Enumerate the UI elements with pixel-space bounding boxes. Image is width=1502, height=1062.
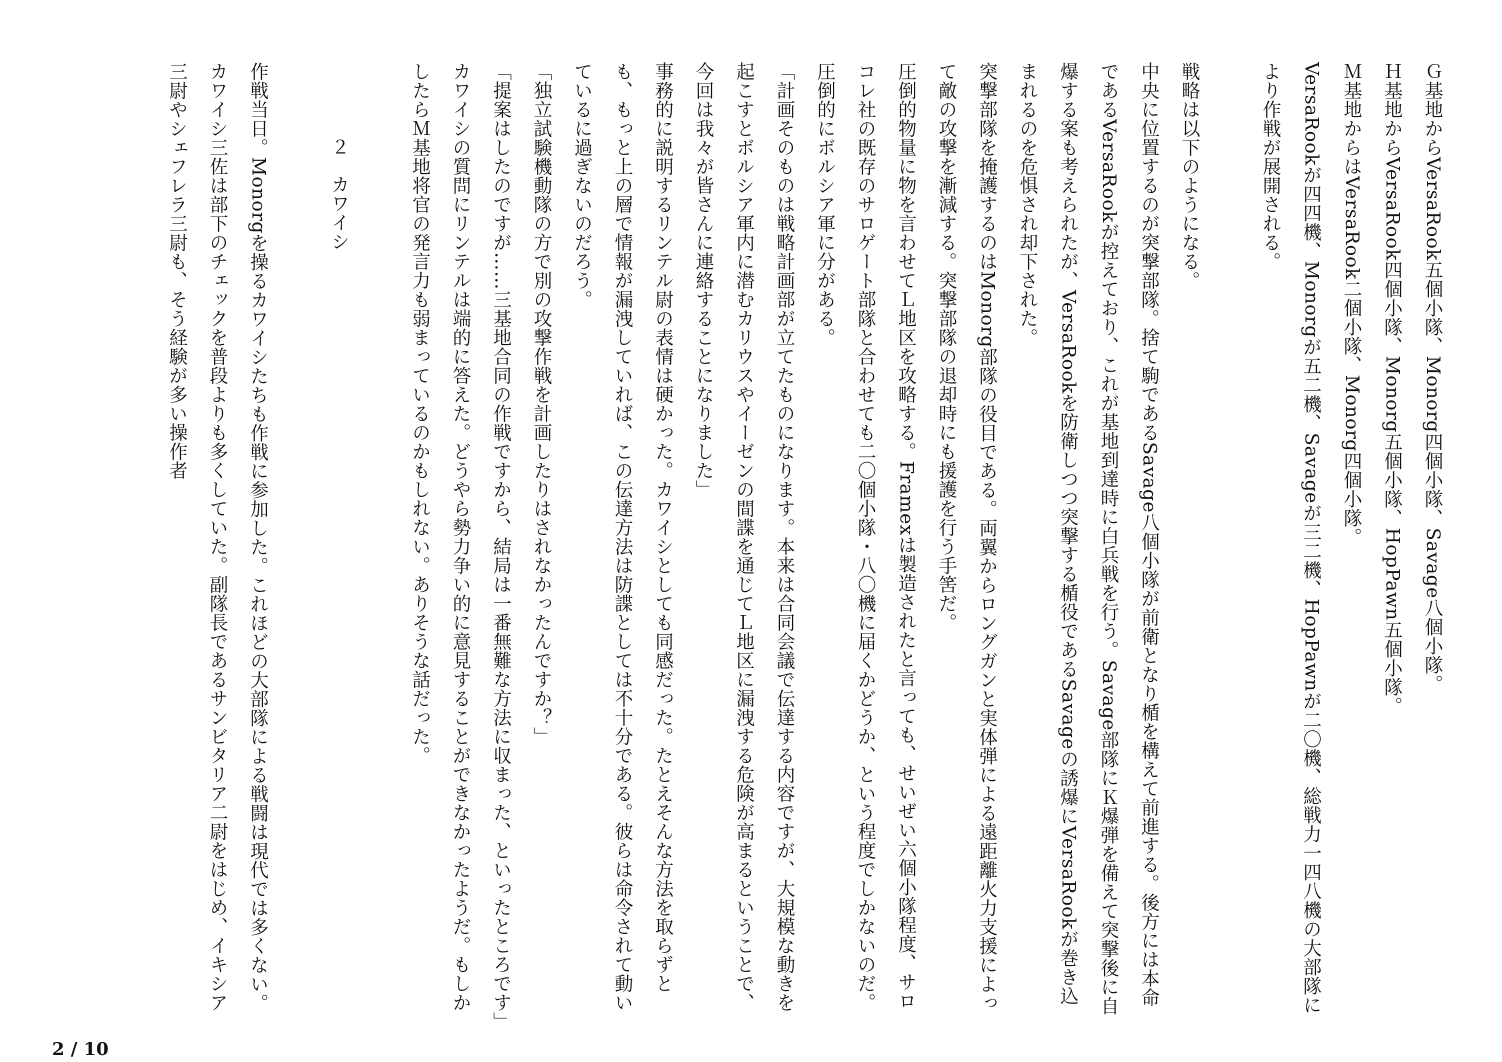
blank-line xyxy=(278,62,319,1022)
paragraph: 事務的に説明するリンテル尉の表情は硬かった。カワイシとしても同感だった。たとえそんな方法を取らずとも、もっと上の層で情報が漏洩していれば、この伝達方法は防諜としては不十分である。彼らは命令されて動いているに過ぎないのだろう。 xyxy=(571,62,674,1012)
paragraph: 作戦当日。Monorgを操るカワイシたちも作戦に参加した。これほどの大部隊による戦闘は現代では多くない。カワイシ三佐は部下のチェックを普段よりも多くしていた。副隊長であるサンビタリア二尉をはじめ、イキシア三尉やシェフレラ三尉も、そう経験が多い操作者 xyxy=(166,62,269,1013)
paragraph: カワイシの質問にリンテルは端的に答えた。どうやら勢力争い的に意見することができなかったようだ。もしかしたらＭ基地将官の発言力も弱まっているのかもしれない。ありそうな話だった。 xyxy=(409,62,471,1012)
paragraph: 突撃部隊を掩護するのはMonorg部隊の役目である。両翼からロングガンと実体弾による遠距離火力支援によって敵の攻撃を漸減する。突撃部隊の退却時にも援護を行う手筈だ。 xyxy=(936,62,998,1013)
paragraph: 中央に位置するのが突撃部隊。捨て駒であるSavage八個小隊が前衛となり楯を構えて前進する。後方には本命であるVersaRookが控えており、これが基地到達時に白兵戦を行う。Savage部隊にＫ爆弾を備えて突撃後に自爆する案も考えられたが、VersaRookを防衛しつつ突撃する楯役であるSavageの誘爆にVersaRookが巻き込まれるのを危惧され却下された。 xyxy=(1017,62,1160,1016)
paragraph: Ｇ基地からVersaRook五個小隊、Monorg四個小隊、Savage八個小隊。 xyxy=(1422,62,1443,694)
blank-line xyxy=(1209,62,1250,1022)
paragraph: 圧倒的物量に物を言わせてＬ地区を攻略する。Framexは製造されたと言っても、せいぜい六個小隊程度、サロコレ社の既存のサロゲート部隊と合わせても二〇個小隊・八〇機に届くかどうか、という程度でしかないのだ。圧倒的にボルシア軍に分がある。 xyxy=(814,62,917,1012)
paragraph: 「計画そのものは戦略計画部が立てたものになります。本来は合同会議で伝達する内容ですが、大規模な動きを起こすとボルシア軍内に潜むカリウスやイーゼンの間諜を通じてＬ地区に漏洩する危険が高まるということで、今回は我々が皆さんに連絡することになりました」 xyxy=(693,62,795,1012)
paragraph: 戦略は以下のようになる。 xyxy=(1179,62,1200,290)
paragraph: 「提案はしたのですが……三基地合同の作戦ですから、結局は一番無難な方法に収まった、といったところです」 xyxy=(490,62,512,1031)
vertical-text-body xyxy=(156,62,1452,1031)
blank-line xyxy=(359,62,400,1022)
section-heading: ２ カワイシ xyxy=(328,137,350,251)
paragraph: 「独立試験機動隊の方で別の攻撃作戦を計画したりはされなかったんですか？」 xyxy=(531,62,552,746)
page-number: 2 / 10 xyxy=(52,1039,109,1060)
paragraph: Ｍ基地からはVersaRook二個小隊、Monorg四個小隊。 xyxy=(1341,62,1362,547)
paragraph: VersaRookが四四機、Monorgが五二機、Savageが三二機、HopPawnが二〇機、総戦力一四八機の大部隊により作戦が展開される。 xyxy=(1260,62,1322,1015)
paragraph: Ｈ基地からVersaRook四個小隊、Monorg五個小隊、HopPawn五個小隊。 xyxy=(1381,62,1403,716)
